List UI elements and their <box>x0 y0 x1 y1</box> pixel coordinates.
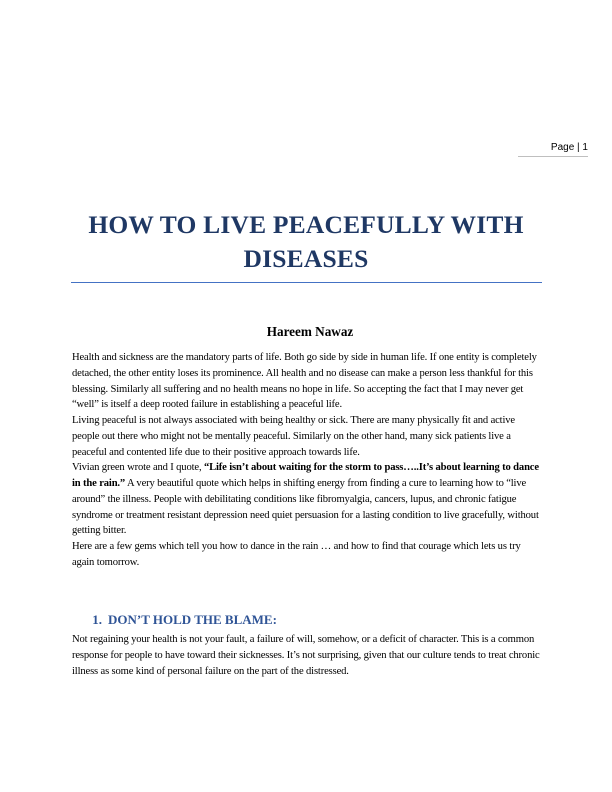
section-1-body <box>72 632 542 679</box>
section-1-title: DON’T HOLD THE BLAME: <box>108 612 277 627</box>
quote-followup: A very beautiful quote which helps in shifting energy from finding a cure to learning how to “live around” the illness. People with debilitating conditions like fibromyalgia, cancers, lupus, and chronic fatigue syndrome or treatment resistant depression need quiet persuasion for a lasting condition to live gracefully, without getting bitter. <box>72 478 539 537</box>
document-title: HOW TO LIVE PEACEFULLY WITH DISEASES <box>88 210 524 273</box>
paragraph-4: Here are a few gems which tell you how to dance in the rain … and how to find that courage which lets us try again tomorrow. <box>72 541 521 568</box>
title-divider <box>71 282 542 283</box>
section-1-number: 1. <box>92 612 102 627</box>
section-1-heading <box>72 612 542 628</box>
paragraph-1: Health and sickness are the mandatory parts of life. Both go side by side in human life. If one entity is completely detached, the other entity loses its prominence. All health and no disease can make a person less thankful for this blessing. Similarly all suffering and no health means no hope in life. So accepting the fact that I may never get “well” is itself a deep rooted failure in establishing a peaceful life. <box>72 352 537 411</box>
intro-body <box>72 350 542 571</box>
paragraph-2: Living peaceful is not always associated with being healthy or sick. There are many physically fit and active people out there who might not be mentally peaceful. Similarly on the other hand, many sick patients live a peaceful and contented life due to their positive approach towards life. <box>72 415 515 458</box>
author-name: Hareem Nawaz <box>266 324 354 339</box>
quote-intro: Vivian green wrote and I quote, <box>72 462 204 474</box>
quote-text: “Life isn’t about waiting for the storm to pass…..It’s about learning to dance in the rain.” <box>72 462 539 489</box>
paragraph-3 <box>72 460 542 539</box>
page-number: Page | 1 <box>518 142 588 157</box>
section-1-paragraph: Not regaining your health is not your fault, a failure of will, somehow, or a deficit of character. This is a common response for people to have toward their sicknesses. It’s not surprising, given that our culture tends to treat chronic illness as some kind of personal failure on the part of the distressed. <box>72 634 540 677</box>
